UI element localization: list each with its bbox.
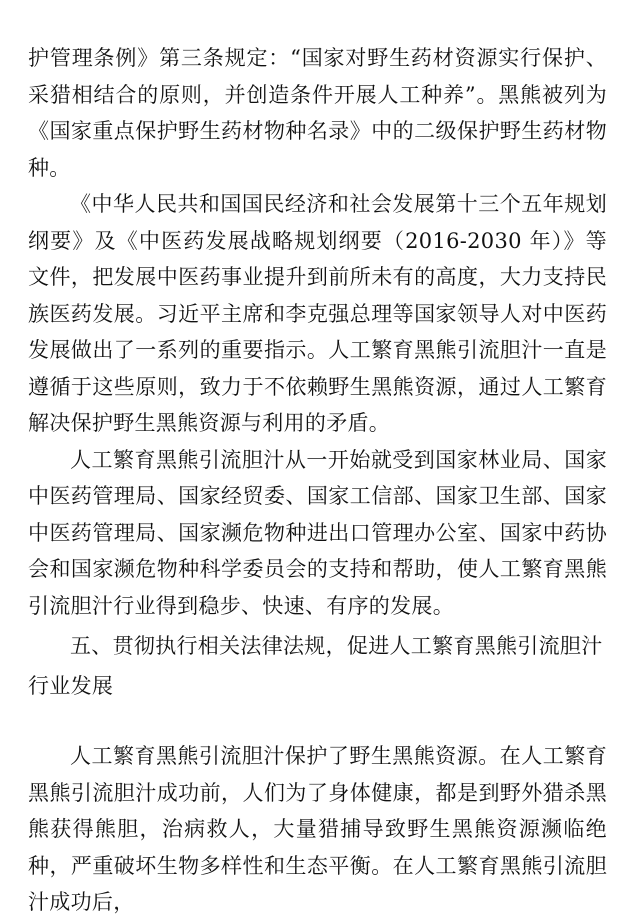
document-page: [28, 40, 607, 921]
paragraph-regulation-quote: 护管理条例》第三条规定：“国家对野生药材资源实行保护、采猎相结合的原则，并创造条件开展人工种养”。黑熊被列为《国家重点保护野生药材物种名录》中的二级保护野生药材物种。: [28, 46, 607, 180]
paragraph-resource-protection: 人工繁育黑熊引流胆汁保护了野生黑熊资源。在人工繁育黑熊引流胆汁成功前，人们为了身体健康，都是到野外猎杀黑熊获得熊胆，治病救人，大量猎捕导致野生黑熊资源濒临绝种，严重破坏生物多样性和生态平衡。在人工繁育黑熊引流胆汁成功后，: [28, 744, 607, 914]
paragraph-policy-support: 《中华人民共和国国民经济和社会发展第十三个五年规划纲要》及《中医药发展战略规划纲要（2016-2030 年）》等文件，把发展中医药事业提升到前所未有的高度，大力支持民族医药发展。习近平主席和李克强总理等国家领导人对中医药发展做出了一系列的重要指示。人工繁育黑熊引流胆汁一直是遵循于这些原则，致力于不依赖野生黑熊资源，通过人工繁育解决保护野生黑熊资源与利用的矛盾。: [28, 192, 607, 435]
paragraph-government-support: 人工繁育黑熊引流胆汁从一开始就受到国家林业局、国家中医药管理局、国家经贸委、国家工信部、国家卫生部、国家中医药管理局、国家濒危物种进出口管理办公室、国家中药协会和国家濒危物种科学委员会的支持和帮助，使人工繁育黑熊引流胆汁行业得到稳步、快速、有序的发展。: [28, 447, 607, 618]
section-heading-five: 五、贯彻执行相关法律法规，促进人工繁育黑熊引流胆汁行业发展: [28, 634, 603, 698]
